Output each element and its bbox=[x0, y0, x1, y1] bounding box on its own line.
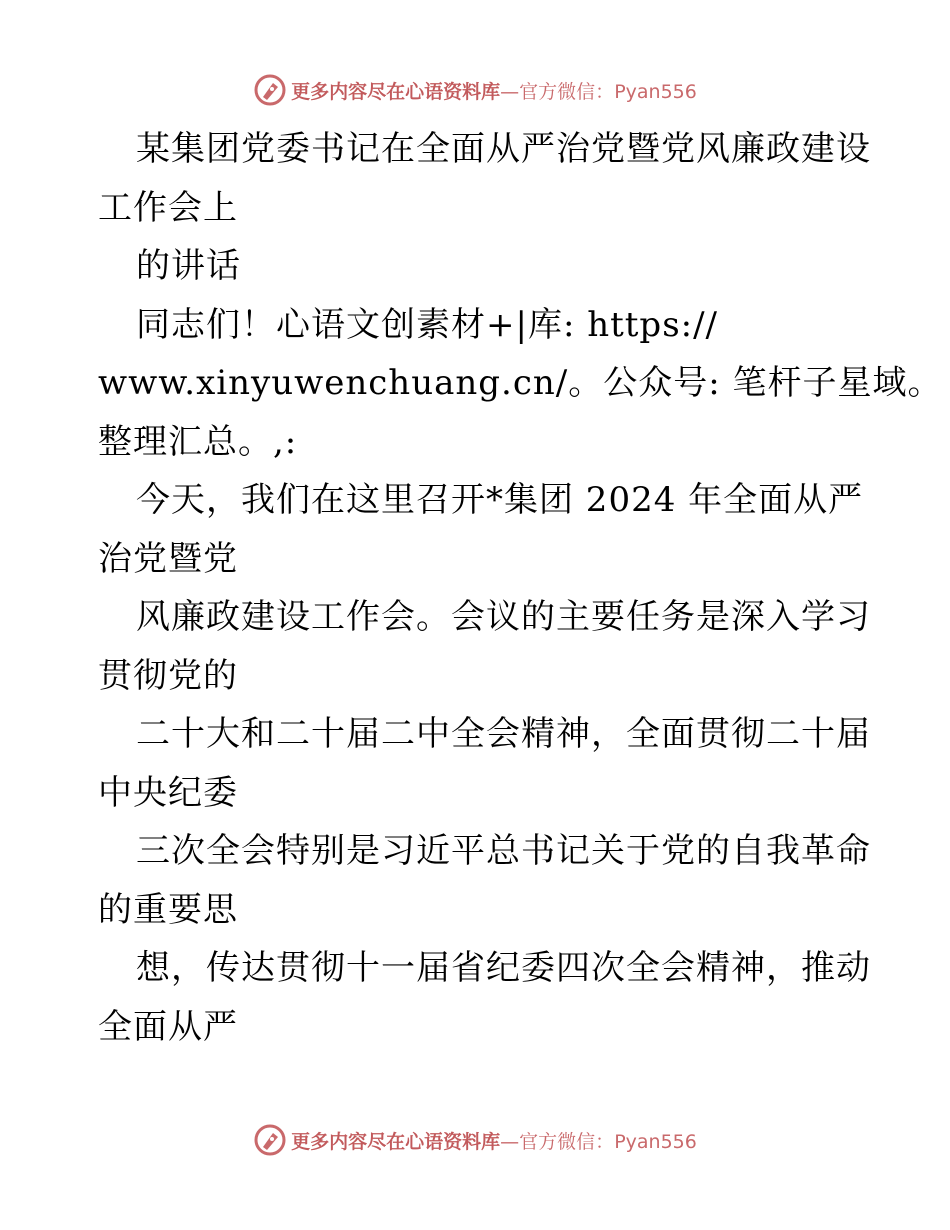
header-watermark bbox=[0, 70, 950, 110]
watermark-official: 官方微信： bbox=[519, 1130, 615, 1153]
text-line: 某集团党委书记在全面从严治党暨党风廉政建设 bbox=[136, 129, 871, 169]
watermark-dash: — bbox=[500, 80, 520, 103]
text-line: 全面从严 bbox=[98, 1006, 238, 1047]
text-line: 工作会上 bbox=[98, 187, 238, 228]
text-line: www.xinyuwenchuang.cn/。公众号: 笔杆子星域。 bbox=[98, 363, 943, 403]
text-line: 想，传达贯彻十一届省纪委四次全会精神，推动 bbox=[136, 948, 871, 988]
pen-nib-circle-icon bbox=[253, 73, 287, 107]
text-line: 二十大和二十届二中全会精神，全面贯彻二十届 bbox=[136, 714, 871, 754]
text-line: 中央纪委 bbox=[98, 772, 238, 813]
text-line: 同志们！心语文创素材+|库: https:// bbox=[136, 304, 719, 345]
text-line: 风廉政建设工作会。会议的主要任务是深入学习 bbox=[136, 597, 871, 637]
text-line: 的重要思 bbox=[98, 889, 238, 930]
document-body bbox=[98, 120, 943, 1056]
watermark-id: Pyan556 bbox=[614, 80, 697, 103]
text-line: 整理汇总。,: bbox=[98, 421, 298, 462]
watermark-id: Pyan556 bbox=[614, 1130, 697, 1153]
footer-watermark bbox=[0, 1120, 950, 1160]
watermark-text bbox=[291, 77, 697, 104]
watermark-text bbox=[291, 1127, 697, 1154]
text-line: 治党暨党 bbox=[98, 538, 238, 579]
watermark-brand: 更多内容尽在心语资料库 bbox=[291, 80, 501, 103]
text-line: 的讲话 bbox=[136, 246, 241, 286]
pen-nib-circle-icon bbox=[253, 1123, 287, 1157]
text-line: 三次全会特别是习近平总书记关于党的自我革命 bbox=[136, 831, 871, 871]
watermark-official: 官方微信： bbox=[519, 80, 615, 103]
text-line: 今天，我们在这里召开*集团 2024 年全面从严 bbox=[136, 480, 864, 520]
watermark-dash: — bbox=[500, 1130, 520, 1153]
watermark-brand: 更多内容尽在心语资料库 bbox=[291, 1130, 501, 1153]
text-line: 贯彻党的 bbox=[98, 655, 238, 696]
